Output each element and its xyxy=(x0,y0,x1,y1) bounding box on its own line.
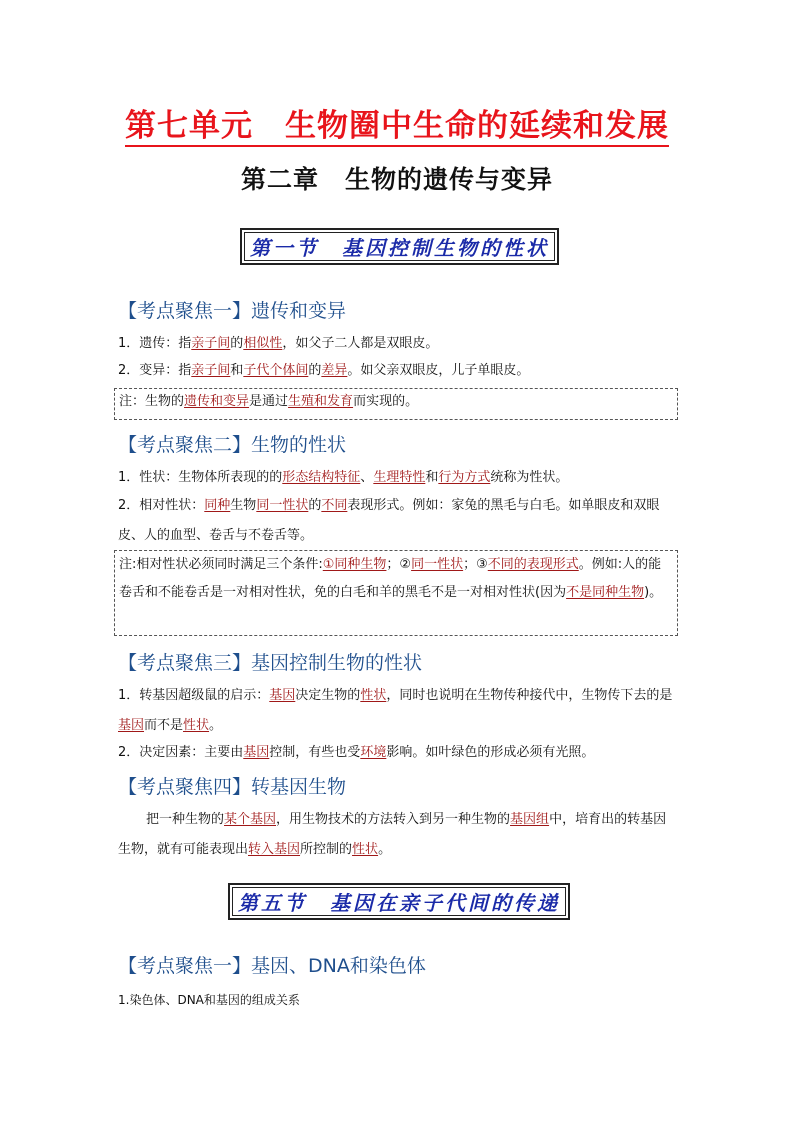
focus-heading: 【考点聚焦二】生物的性状 xyxy=(118,434,347,456)
definition-line: 1.染色体、DNA和基因的组成关系 xyxy=(118,993,300,1007)
definition-paragraph: 2．相对性状：同种生物同一性状的不同表现形式。例如：家兔的黑毛与白毛。如单眼皮和双眼皮、人的血型、卷舌与不卷舌等。 xyxy=(118,498,660,543)
definition-paragraph: 1．转基因超级鼠的启示：基因决定生物的性状，同时也说明在生物传种接代中，生物传下去的是基因而不是性状。 xyxy=(118,688,673,733)
definition-line: 2．变异：指亲子间和子代个体间的差异。如父亲双眼皮，儿子单眼皮。 xyxy=(118,363,530,378)
definition-paragraph: 把一种生物的某个基因，用生物技术的方法转入到另一种生物的基因组中，培育出的转基因生物，就有可能表现出转入基因所控制的性状。 xyxy=(118,812,667,857)
focus-heading: 【考点聚焦一】基因、DNA和染色体 xyxy=(118,955,426,977)
definition-line: 1．性状：生物体所表现的的形态结构特征、生理特性和行为方式统称为性状。 xyxy=(118,470,569,485)
definition-line: 1．遗传：指亲子间的相似性，如父子二人都是双眼皮。 xyxy=(118,336,439,351)
focus-heading: 【考点聚焦四】转基因生物 xyxy=(118,776,347,798)
unit-title: 第七单元 生物圈中生命的延续和发展 xyxy=(0,100,794,145)
note-box: 注:相对性状必须同时满足三个条件:①同种生物；②同一性状；③不同的表现形式。例如:人的能卷舌和不能卷舌是一对相对性状，免的白毛和羊的黑毛不是一对相对性状(因为不是同种生物)。 xyxy=(114,550,678,636)
section-title-box: 第一节 基因控制生物的性状 xyxy=(240,228,559,265)
focus-heading: 【考点聚焦一】遗传和变异 xyxy=(118,300,347,322)
section-title-box: 第五节 基因在亲子代间的传递 xyxy=(228,883,570,920)
note-box: 注：生物的遗传和变异是通过生殖和发育而实现的。 xyxy=(114,388,678,420)
focus-heading: 【考点聚焦三】基因控制生物的性状 xyxy=(118,652,423,674)
chapter-title: 第二章 生物的遗传与变异 xyxy=(240,165,553,194)
definition-line: 2．决定因素：主要由基因控制，有些也受环境影响。如叶绿色的形成必须有光照。 xyxy=(118,745,595,760)
